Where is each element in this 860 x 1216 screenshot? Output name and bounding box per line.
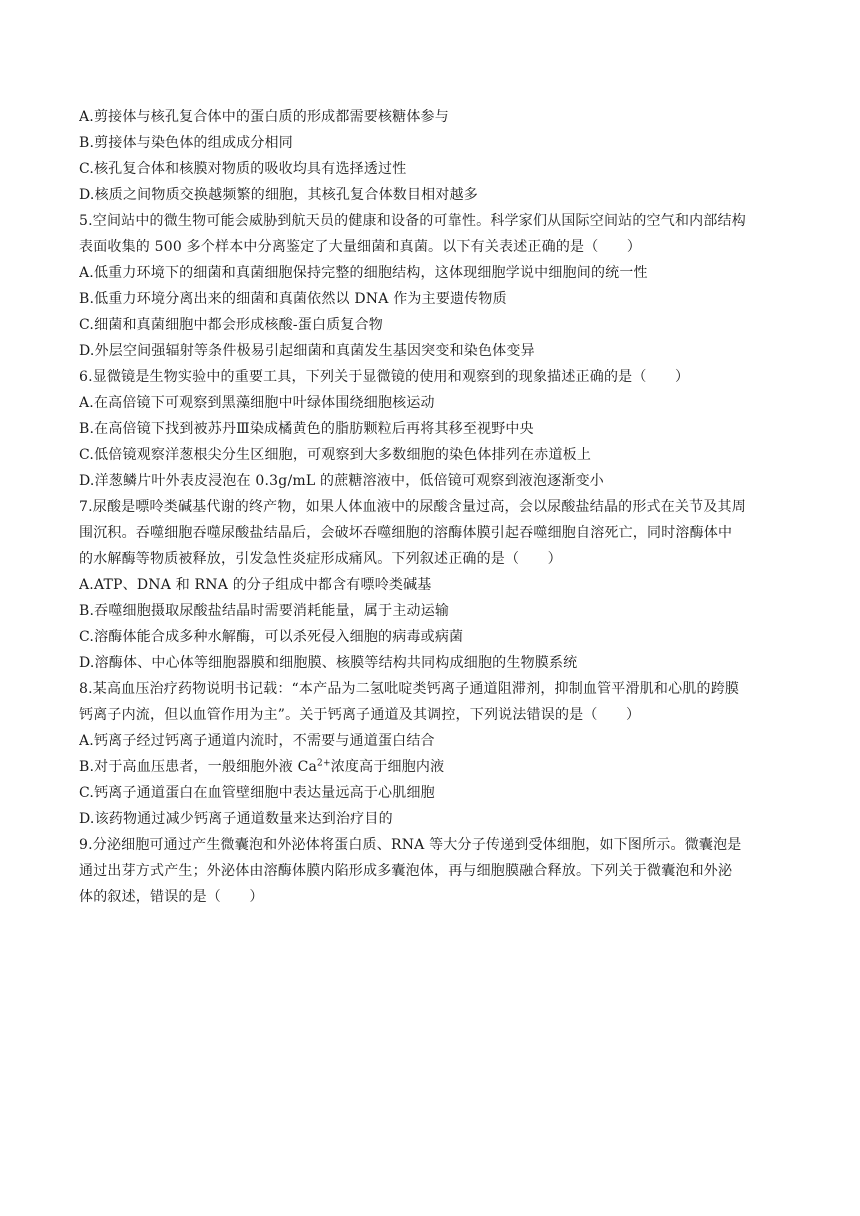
q8-option-d: D.该药物通过减少钙离子通道数量来达到治疗目的: [79, 811, 393, 827]
q8-option-b-prefix: B.对于高血压患者，一般细胞外液 Ca: [79, 759, 318, 775]
question-7: [79, 494, 810, 676]
q5-option-d: D.外层空间强辐射等条件极易引起细菌和真菌发生基因突变和染色体变异: [79, 343, 535, 359]
q5-option-b: B.低重力环境分离出来的细菌和真菌依然以 DNA 作为主要遗传物质: [79, 291, 507, 307]
q4-option-a: A.剪接体与核孔复合体中的蛋白质的形成都需要核糖体参与: [79, 109, 449, 125]
question-8: [79, 676, 810, 832]
q7-option-d: D.溶酶体、中心体等细胞器膜和细胞膜、核膜等结构共同构成细胞的生物膜系统: [79, 655, 578, 671]
q7-stem-line-2: 围沉积。吞噬细胞吞噬尿酸盐结晶后，会破坏吞噬细胞的溶酶体膜引起吞噬细胞自溶死亡，同时溶酶体中: [79, 525, 733, 541]
q8-option-b-suffix: 浓度高于细胞内液: [330, 759, 445, 775]
q5-option-a: A.低重力环境下的细菌和真菌细胞保持完整的细胞结构，这体现细胞学说中细胞间的统一性: [79, 265, 648, 281]
q9-stem-line-1: 9.分泌细胞可通过产生微囊泡和外泌体将蛋白质、RNA 等大分子传递到受体细胞，如下图所示。微囊泡是: [79, 837, 742, 853]
q8-stem-line-1: 8.某高血压治疗药物说明书记载：“本产品为二氢吡啶类钙离子通道阻滞剂，抑制血管平滑肌和心肌的跨膜: [79, 681, 740, 697]
q8-option-b: [79, 754, 810, 780]
q8-option-c: C.钙离子通道蛋白在血管壁细胞中表达量远高于心肌细胞: [79, 785, 435, 801]
q4-option-b: B.剪接体与染色体的组成成分相同: [79, 135, 293, 151]
q9-stem-line-2: 通过出芽方式产生；外泌体由溶酶体膜内陷形成多囊泡体，再与细胞膜融合释放。下列关于微囊泡和外泌: [79, 863, 733, 879]
q7-option-b: B.吞噬细胞摄取尿酸盐结晶时需要消耗能量，属于主动运输: [79, 603, 450, 619]
question-5: [79, 208, 810, 364]
q8-stem-line-2: 钙离子内流，但以血管作用为主”。关于钙离子通道及其调控，下列说法错误的是（ ）: [79, 707, 641, 723]
q6-option-b: B.在高倍镜下找到被苏丹Ⅲ染成橘黄色的脂肪颗粒后再将其移至视野中央: [79, 421, 534, 437]
q5-stem-line-2: 表面收集的 500 多个样本中分离鉴定了大量细菌和真菌。以下有关表述正确的是（ ）: [79, 239, 642, 255]
q8-option-a: A.钙离子经过钙离子通道内流时，不需要与通道蛋白结合: [79, 733, 435, 749]
question-4-options: [79, 104, 810, 208]
q4-option-c: C.核孔复合体和核膜对物质的吸收均具有选择透过性: [79, 161, 407, 177]
calcium-charge-superscript: 2+: [317, 758, 331, 769]
q6-stem-line-1: 6.显微镜是生物实验中的重要工具，下列关于显微镜的使用和观察到的现象描述正确的是（ ）: [79, 369, 690, 385]
q6-option-c: C.低倍镜观察洋葱根尖分生区细胞，可观察到大多数细胞的染色体排列在赤道板上: [79, 447, 592, 463]
q5-stem-line-1: 5.空间站中的微生物可能会威胁到航天员的健康和设备的可靠性。科学家们从国际空间站的空气和内部结构: [79, 213, 746, 229]
question-6: [79, 364, 810, 494]
q5-option-c: C.细菌和真菌细胞中都会形成核酸-蛋白质复合物: [79, 317, 383, 333]
q9-stem-line-3: 体的叙述，错误的是（ ）: [79, 889, 264, 905]
q7-option-c: C.溶酶体能合成多种水解酶，可以杀死侵入细胞的病毒或病菌: [79, 629, 464, 645]
q7-option-a: A.ATP、DNA 和 RNA 的分子组成中都含有嘌呤类碱基: [79, 577, 432, 593]
q7-stem-line-1: 7.尿酸是嘌呤类碱基代谢的终产物，如果人体血液中的尿酸含量过高，会以尿酸盐结晶的形式在关节及其周: [79, 499, 746, 515]
question-9: [79, 832, 810, 910]
q7-stem-line-3: 的水解酶等物质被释放，引发急性炎症形成痛风。下列叙述正确的是（ ）: [79, 551, 562, 567]
q6-option-a: A.在高倍镜下可观察到黑藻细胞中叶绿体围绕细胞核运动: [79, 395, 435, 411]
q4-option-d: D.核质之间物质交换越频繁的细胞，其核孔复合体数目相对越多: [79, 187, 478, 203]
q6-option-d: D.洋葱鳞片叶外表皮浸泡在 0.3g/mL 的蔗糖溶液中，低倍镜可观察到液泡逐渐变小: [79, 473, 604, 489]
